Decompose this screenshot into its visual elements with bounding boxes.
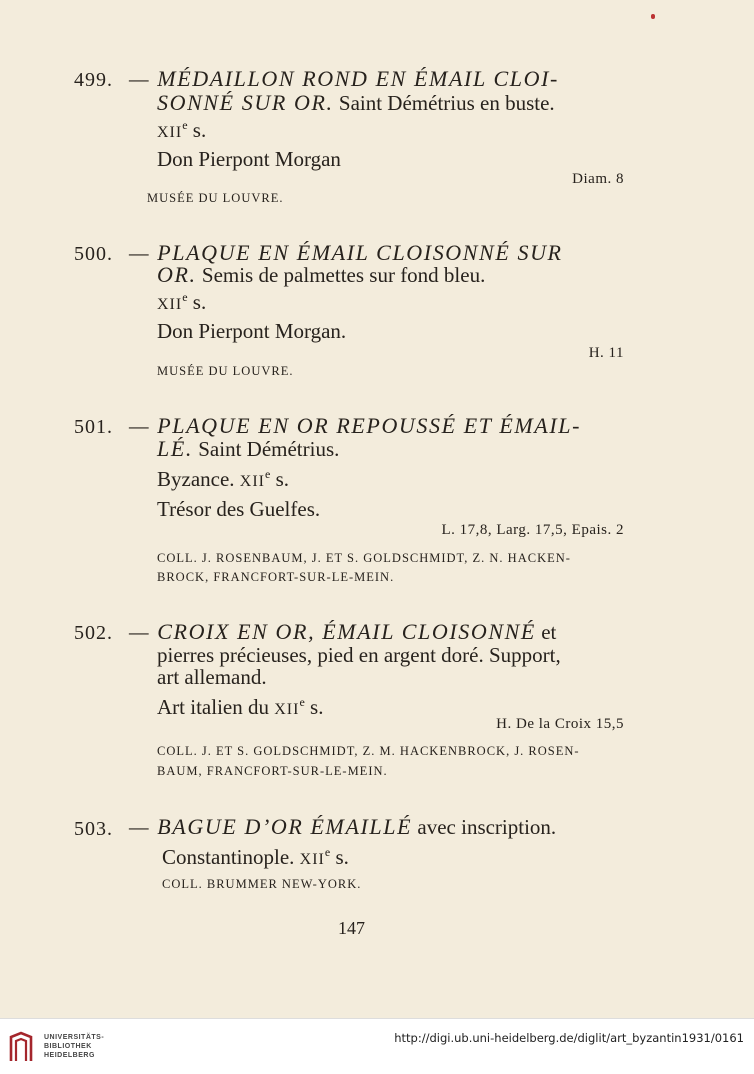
entry-collection-line1: COLL. J. ROSENBAUM, J. ET S. GOLDSCHMIDT, Z. N. HACKEN- — [157, 551, 571, 565]
entry-number: 503. — [74, 818, 113, 840]
entry-dimensions: L. 17,8, Larg. 17,5, Epais. 2 — [441, 522, 624, 538]
entry-collection: COLL. BRUMMER NEW-YORK. — [162, 877, 362, 891]
entry-date: Art italien du XIIe s. — [157, 695, 324, 719]
entry-provenance: Trésor des Guelfes. — [157, 497, 321, 521]
ink-speck — [651, 14, 655, 19]
entry-number: 501. — [74, 416, 113, 438]
entry-collection: MUSÉE DU LOUVRE. — [157, 364, 294, 378]
viewer-footer — [0, 1018, 754, 1074]
entry-date: Byzance. XIIe s. — [157, 467, 290, 491]
entry-dimensions: H. 11 — [588, 345, 624, 361]
entry-collection-line2: BAUM, FRANCFORT-SUR-LE-MEIN. — [157, 764, 388, 778]
entry-dimensions: Diam. 8 — [572, 171, 624, 187]
entry-collection-line2: BROCK, FRANCFORT-SUR-LE-MEIN. — [157, 570, 395, 584]
entry-title-line1: — BAGUE D’OR ÉMAILLÉ avec inscription. — [129, 814, 557, 839]
entry-title-line2: SONNÉ SUR OR. Saint Démétrius en buste. — [157, 90, 555, 115]
entry-number: 500. — [74, 243, 113, 265]
entry-collection: MUSÉE DU LOUVRE. — [147, 191, 284, 205]
entry-title-line1: — PLAQUE EN ÉMAIL CLOISONNÉ SUR — [129, 240, 563, 265]
entry-number: 502. — [74, 622, 113, 644]
entry-title-line1: — CROIX EN OR, ÉMAIL CLOISONNÉ et — [129, 619, 557, 644]
source-url-link[interactable]: http://digi.ub.uni-heidelberg.de/diglit/art_byzantin1931/0161 — [394, 1031, 744, 1045]
entry-title-line2: pierres précieuses, pied en argent doré. Support, — [157, 643, 561, 667]
entry-title-line2: LÉ. Saint Démétrius. — [157, 436, 340, 461]
entry-number: 499. — [74, 69, 113, 91]
entry-date: XIIe s. — [157, 118, 207, 142]
entry-provenance: Don Pierpont Morgan. — [157, 319, 347, 343]
heidelberg-library-logo-icon — [8, 1031, 34, 1063]
entry-title-line1: — MÉDAILLON ROND EN ÉMAIL CLOI- — [129, 66, 559, 91]
entry-provenance: Don Pierpont Morgan — [157, 147, 341, 171]
library-name: UNIVERSITÄTS- BIBLIOTHEK HEIDELBERG — [44, 1034, 105, 1059]
entry-date: XIIe s. — [157, 290, 207, 314]
entry-dimensions: H. De la Croix 15,5 — [496, 716, 624, 732]
entry-title-line1: — PLAQUE EN OR REPOUSSÉ ET ÉMAIL- — [129, 413, 582, 438]
entry-title-line3: art allemand. — [157, 665, 267, 689]
page-number: 147 — [338, 918, 365, 938]
entry-date: Constantinople. XIIe s. — [162, 845, 349, 869]
entry-title-line2: OR. Semis de palmettes sur fond bleu. — [157, 262, 486, 287]
entry-collection-line1: COLL. J. ET S. GOLDSCHMIDT, Z. M. HACKENBROCK, J. ROSEN- — [157, 744, 580, 758]
